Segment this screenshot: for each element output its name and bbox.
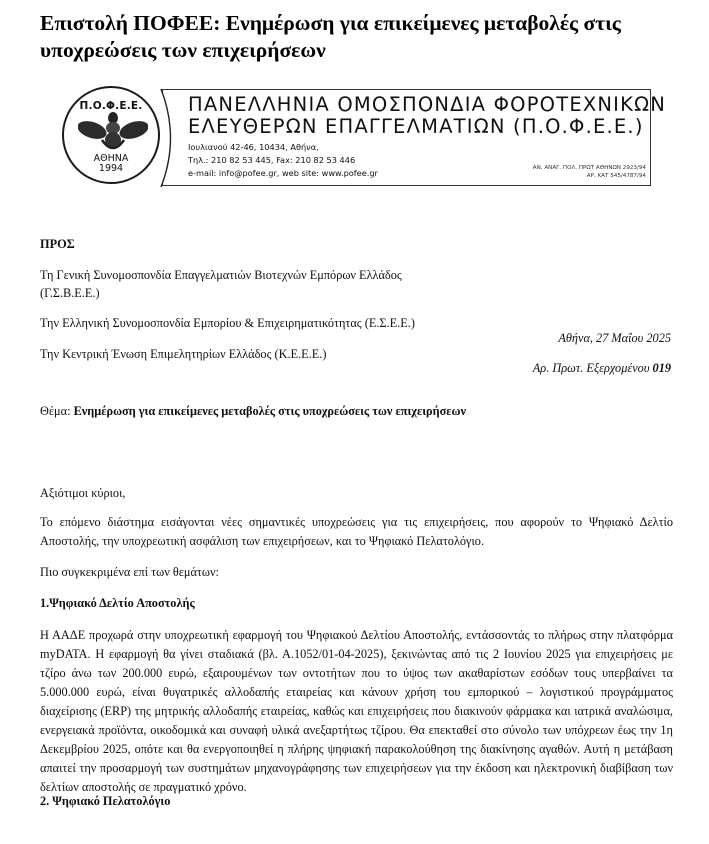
recipient-2: Την Ελληνική Συνομοσπονδία Εμπορίου & Επιχειρηματικότητας (Ε.Σ.Ε.Ε.): [40, 316, 415, 330]
article-title: Επιστολή ΠΟΦΕΕ: Ενημέρωση για επικείμενες μεταβολές στις υποχρεώσεις των επιχειρήσεων: [40, 11, 621, 62]
subject-text: Ενημέρωση για επικείμενες μεταβολές στις υποχρεώσεις των επιχειρήσεων: [73, 404, 467, 418]
bee-emblem-icon: [78, 110, 148, 156]
letter-date: Αθήνα, 27 Μαΐου 2025: [558, 331, 671, 345]
subject-label: Θέμα:: [40, 404, 71, 418]
salutation: Αξιότιμοι κύριοι,: [40, 486, 126, 500]
section-1-paragraph: Η ΑΑΔΕ προχωρά στην υποχρεωτική εφαρμογή του Ψηφιακού Δελτίου Αποστολής, εντάσσοντάς το πλήρως στην πλατφόρμα myDATA. Η εφαρμογή θα γίνει σταδιακά (βλ. Α.1052/01-04-2025), ξεκινώντας από τις 2 Ιουνίου 2025 για επιχειρήσεις με τζίρο άνω των 200.000 ευρώ, εξαιρουμένων των οντοτήτων που το ύψος των ακαθαρίστων εσόδων τους υπερβαίνει τα 5.000.000 ευρώ, είναι θυγατρικές αλλοδαπής εταιρείας και κάνουν χρήση του εμπορικού – λογιστικού προγράμματος διαχείρισης (ERP) της μητρικής αλλοδαπής εταιρείας, καθώς και επιχειρήσεις που διακινούν φάρμακα και ιατρικά αναλώσιμα, ενεργειακά προϊόντα, οικοδομικά και συναφή υλικά ανεξαρτήτως τζίρου. Θα επεκταθεί στο σύνολο των υπόχρεων έως την 1η Δεκεμβρίου 2025, οπότε και θα ενεργοποιηθεί η πλήρης ψηφιακή παρακολούθηση της διακίνησης αγαθών. Αυτή η μετάβαση απαιτεί την προσαρμογή των συστημάτων μηχανογράφησης των επιχειρήσεων για την έκδοση και ηλεκτρονική διαβίβαση των δελτίων αποστολής σε πραγματικό χρόνο.: [40, 628, 673, 794]
intro-paragraph: Το επόμενο διάστημα εισάγονται νέες σημαντικές υποχρεώσεις για τις επιχειρήσεις, που αφορούν το Ψηφιακό Δελτίο Αποστολής, την υποχρεωτική ασφάλιση των επιχειρήσεων, και το Ψηφιακό Πελατολόγιο.: [40, 515, 673, 548]
lead-sentence: Πιο συγκεκριμένα επί των θεμάτων:: [40, 565, 219, 579]
organization-name-line1: ΠΑΝΕΛΛΗΝΙΑ ΟΜΟΣΠΟΝΔΙΑ ΦΟΡΟΤΕΧΝΙΚΩΝ: [188, 93, 667, 116]
recipient-1-line2: (Γ.Σ.Β.Ε.Ε.): [40, 286, 100, 300]
recipient-3: Την Κεντρική Ένωση Επιμελητηρίων Ελλάδος (Κ.Ε.Ε.Ε.): [40, 347, 327, 361]
protocol-value: 019: [652, 361, 671, 375]
logo-year: 1994: [98, 163, 124, 174]
organization-phone: Τηλ.: 210 82 53 445, Fax: 210 82 53 446: [188, 155, 356, 165]
organization-name: [188, 94, 666, 138]
protocol-number: [533, 359, 671, 377]
organization-contact: e-mail: info@pofee.gr, web site: www.pofee.gr: [188, 168, 378, 178]
organization-name-line2: ΕΛΕΥΘΕΡΩΝ ΕΠΑΓΓΕΛΜΑΤΙΩΝ (Π.Ο.Φ.Ε.Ε.): [188, 115, 644, 138]
registration-number-1: ΑΝ. ΑΝΑΓ. ΠΟΛ. ΠΡΩΤ ΑΘΗΝΩΝ 2923/94: [532, 165, 646, 171]
letterhead: [58, 84, 667, 190]
organization-address: Ιουλιανού 42-46, 10434, Αθήνα,: [188, 142, 319, 152]
logo-acronym: Π.Ο.Φ.Ε.Ε.: [79, 100, 143, 112]
recipients-heading: ΠΡΟΣ: [40, 237, 75, 251]
letterhead-box-arc: [158, 88, 178, 188]
section-1-heading: 1.Ψηφιακό Δελτίο Αποστολής: [40, 596, 195, 610]
protocol-label: Αρ. Πρωτ. Εξερχομένου: [532, 361, 650, 375]
registration-number-2: ΑΡ. ΚΑΤ 545/4787/94: [586, 173, 646, 179]
logo-city-year: [64, 154, 158, 174]
section-2-heading: 2. Ψηφιακό Πελατολόγιο: [40, 794, 171, 808]
logo-city: ΑΘΗΝΑ: [93, 153, 129, 164]
recipient-1-line1: Τη Γενική Συνομοσπονδία Επαγγελματιών Βιοτεχνών Εμπόρων Ελλάδος: [40, 268, 402, 282]
subject-line: [40, 402, 466, 420]
pofee-logo: [62, 86, 160, 184]
